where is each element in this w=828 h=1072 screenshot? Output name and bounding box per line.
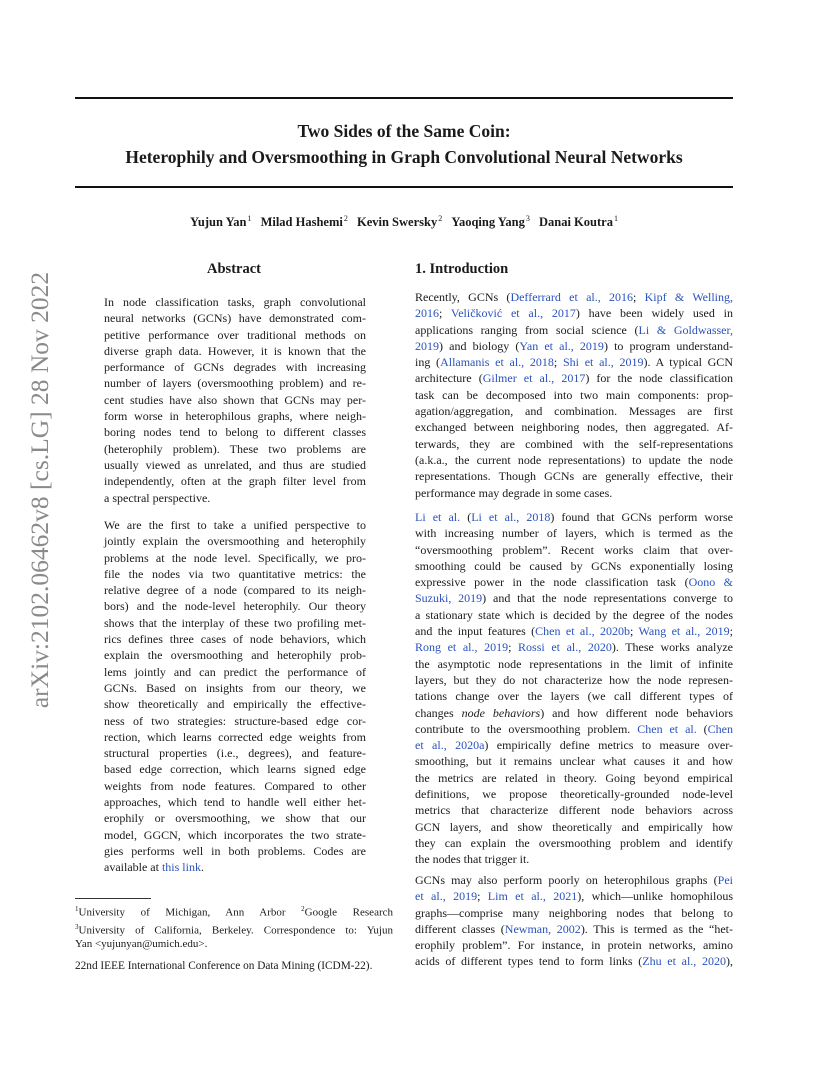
introduction-paragraph-3: GCNs may also perform poorly on heterophilous graphs (Pei et al., 2019; Lim et al., 2021), which—unlike homophilous graphs—comprise many neighboring nodes that belong to different classes (Newman, 2002). This is termed as the “het- erophily problem”. For instance, in protein networks, amino acids of different types tend to form links (Zhu et al., 2020), — [415, 873, 733, 969]
citation-link[interactable]: Yan et al., 2019 — [519, 338, 604, 353]
footnote-rule — [75, 898, 151, 899]
paper-title-line2: Heterophily and Oversmoothing in Graph Convolutional Neural Networks — [125, 147, 683, 167]
author: Danai Koutra$^1$ — [538, 214, 618, 230]
introduction-paragraph-1: Recently, GCNs (Defferrard et al., 2016; Kipf & Welling, 2016; Veličković et al., 2017) have been widely used in applications ranging from social science (Li & Goldwasser, 2019) and biology (Yan et al., 2019) to program understand- ing (Allamanis et al., 2018; Shi et al., 2019). A typical GCN architecture (Gilmer et al., 2017) for the node classification task can be decomposed into two main components: prop- agation/aggregation, and combination. Messages are first exchanged between neighboring nodes, then aggregated. Af- terwards, they are combined with the self-representations (a.k.a., the current node representations) to update the node representations. Though GCNs are generally effective, their performance may degrade in some cases. — [415, 290, 734, 500]
abstract-heading: Abstract — [207, 261, 261, 277]
author: Yujun Yan$^1$ — [190, 214, 252, 230]
abstract-paragraph-2: We are the first to take a unified perspective to jointly explain the oversmoothing and heterophily problems at the node level. Specifically, we pro- file the nodes via two quantitative metrics: the relative degree of a node (compared to its neigh- bors) and the node-level heterophily. Our theory shows that the interplay of these two profiling met- rics defines three cases of node behaviors, which explain the oversmoothing and heterophily prob- lems jointly and can predict the performance of GCNs. Based on insights from our theory, we show theoretically and empirically the effective- ness of two strategies: structure-based edge cor- rection, which learns corrected edge weights from structural properties (i.e., degrees), and feature- based edge correction, which learns signed edge weights from node features. Compared to other approaches, which tend to handle well either het- erophily or oversmoothing, we show that our model, GGCN, which incorporates the two strate- gies performs well in both problems. Codes are available at this link. — [104, 518, 366, 875]
affiliation-footnote: $^1$University of Michigan, Ann Arbor $^2$Google Research $^3$University of California, Berkeley. Correspondence to: Yujun Yan <yujunyan@umich.edu>. — [75, 905, 393, 951]
citation-link[interactable]: Rossi et al., 2020 — [518, 640, 612, 655]
author-list — [75, 214, 733, 230]
arxiv-identifier: arXiv:2102.06462v8 [cs.LG] 28 Nov 2022 — [25, 271, 54, 709]
citation-link[interactable]: Veličković et al., 2017 — [450, 306, 576, 321]
conference-note: 22nd IEEE International Conference on Data Mining (ICDM-22). — [75, 960, 373, 972]
author: Kevin Swersky$^2$ — [356, 214, 443, 230]
citation-link[interactable]: Chen et al., 2020b — [535, 624, 630, 639]
citation-link[interactable]: Kipf & Welling, — [644, 290, 734, 304]
title-rule-top — [75, 97, 733, 99]
abstract-paragraph-1: In node classification tasks, graph convolutional neural networks (GCNs) have demonstrated com- petitive performance over traditional methods on diverse graph data. However, it is known that the performance of GCNs degrades with increasing number of layers (oversmoothing problem) and re- cent studies have also shown that GCNs may per- form worse in heterophilous graphs, where neigh- boring nodes tend to belong to different classes (heterophily problem). These two problems are usually viewed as unrelated, and thus are studied independently, often at the graph filter level from a spectral perspective. — [104, 295, 366, 505]
citation-link[interactable]: Chen et al. — [637, 721, 697, 736]
citation-link[interactable]: Zhu et al., 2020 — [642, 954, 726, 969]
citation-link[interactable]: Li et al. — [415, 510, 461, 524]
author: Milad Hashemi$^2$ — [260, 214, 348, 230]
citation-link[interactable]: Li et al., 2018 — [471, 510, 551, 524]
citation-link[interactable]: Allamanis et al., 2018 — [440, 355, 554, 370]
paper-title-line1: Two Sides of the Same Coin: — [297, 121, 511, 141]
arxiv-sidebar — [20, 271, 60, 709]
citation-link[interactable]: Chen — [707, 721, 733, 736]
citation-link[interactable]: Gilmer et al., 2017 — [482, 371, 586, 386]
author: Yaoqing Yang$^3$ — [451, 214, 530, 230]
citation-link[interactable]: Rong et al., 2019 — [415, 640, 509, 655]
citation-link[interactable]: Shi et al., 2019 — [562, 355, 644, 370]
citation-link[interactable]: Wang et al., 2019 — [638, 624, 730, 639]
citation-link[interactable]: Pei — [717, 873, 733, 887]
citation-link[interactable]: Li & Goldwasser, — [638, 322, 734, 337]
citation-link[interactable]: Lim et al., 2021 — [487, 889, 578, 904]
title-rule-bottom — [75, 186, 733, 188]
citation-link[interactable]: Newman, 2002 — [504, 921, 581, 936]
introduction-paragraph-2: Li et al. (Li et al., 2018) found that GCNs perform worse with increasing number of layers, which is termed as the “oversmoothing problem”. Recent works claim that over- smoothing could be caused by GCNs exponentially losing expressive power in the node classification task (Oono & Suzuki, 2019) and that the node representations converge to a stationary state which is decided by the degree of the nodes and the input features (Chen et al., 2020b; Wang et al., 2019; Rong et al., 2019; Rossi et al., 2020). These works analyze the asymptotic node representations in the limit of infinite layers, but they do not characterize how the node represen- tations change over the layers (we call different types of changes node behaviors) and how different node behaviors contribute to the oversmoothing problem. Chen et al. (Chen et al., 2020a) empirically define metrics to measure over- smoothing, but it remains unclear what causes it and how the metrics are related in theory. Going beyond empirical definitions, we propose theoretically-grounded node-level metrics that characterize different node behaviors across GCN layers, and show theoretically and empirically how they can explain the oversmoothing problem and identify the nodes that trigger it. — [415, 510, 734, 867]
introduction-heading: 1. Introduction — [415, 261, 509, 277]
citation-link[interactable]: Oono & — [688, 575, 734, 590]
code-link[interactable]: this link — [161, 860, 201, 875]
citation-link[interactable]: Defferrard et al., 2016 — [510, 290, 634, 304]
